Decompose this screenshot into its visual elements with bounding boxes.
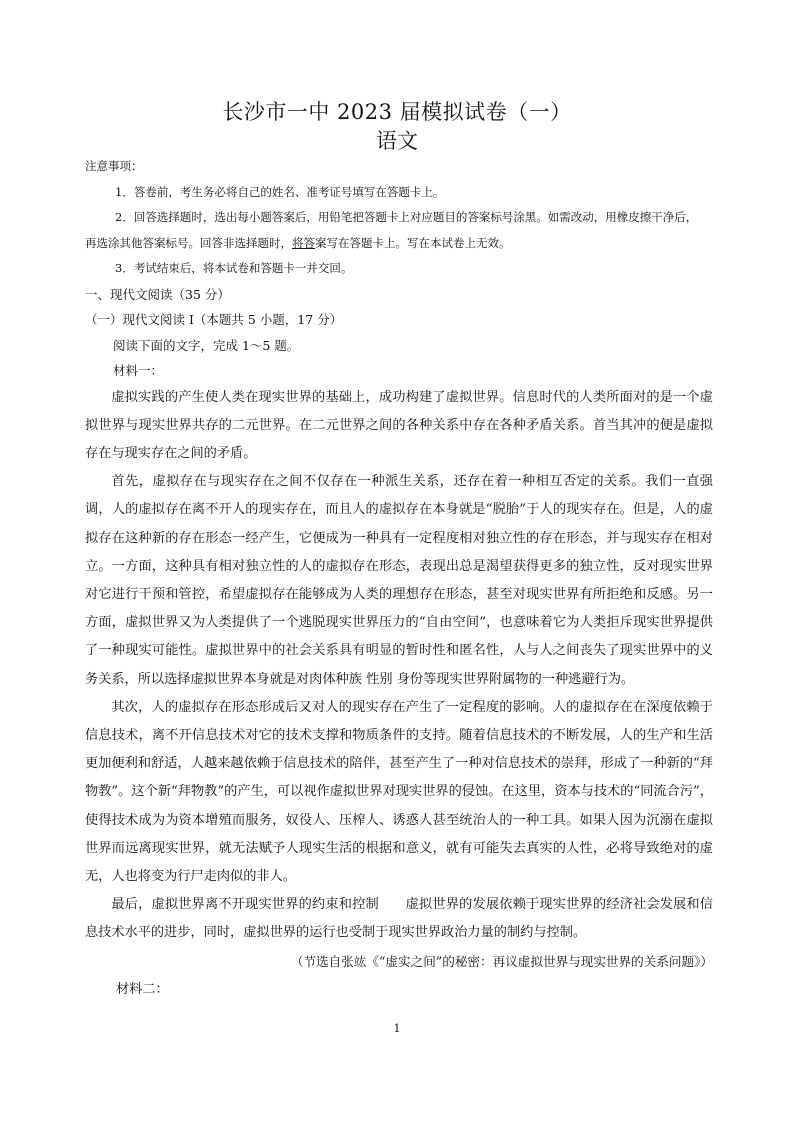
notes-block (85, 154, 713, 282)
note-item-3: 3．考试结束后，将本试卷和答题卡一并交回。 (115, 261, 353, 275)
note-item-2-part-b: 案写在答题卡上。写在本试卷上无效。 (315, 235, 511, 250)
note-item-2: 2．回答选择题时，选出每小题答案后，用铅笔把答题卡上对应题目的答案标号涂黑。如需改动，用橡皮擦干净后， (115, 210, 698, 224)
page-number: 1 (393, 1022, 401, 1035)
exam-title: 长沙市一中 2023 届模拟试卷（一） (222, 100, 572, 124)
paragraph-3: 其次，人的虚拟存在形态形成后又对人的现实存在产生了一定程度的影响。人的虚拟存在在深度依赖于信息技术，离不开信息技术对它的技术支撑和物质条件的支持。随着信息技术的不断发展，人的生产和生活更加便利和舒适，人越来越依赖于信息技术的陪伴，甚至产生了一种对信息技术的崇拜，形成了一种新的“拜物教”。这个新“拜物教”的产生，可以视作虚拟世界对现实世界的侵蚀。在这里，资本与技术的“同流合污”，使得技术成为为资本增殖而服务，奴役人、压榨人、诱惑人甚至统治人的一种工具。如果人因为沉溺在虚拟世界而远离现实世界，就无法赋予人现实生活的根据和意义，就有可能失去真实的人性，必将导致绝对的虚无，人也将变为行尸走肉似的非人。 (85, 699, 713, 884)
exam-subject: 语文 (376, 129, 418, 153)
note-item-2-underlined: 将答 (292, 235, 315, 250)
material-one-label: 材料一： (113, 363, 164, 378)
sub-section-heading: （一）现代文阅读 I（本题共 5 小题，17 分） (85, 312, 343, 327)
section-heading: 一、现代文阅读（35 分） (85, 286, 230, 302)
material-two-label: 材料二： (116, 981, 169, 997)
source-citation: （节选自张竑《“虚实之间”的秘密：再议虚拟世界与现实世界的关系问题》） (290, 953, 713, 969)
paragraph-4: 最后，虚拟世界离不开现实世界的约束和控制 虚拟世界的发展依赖于现实世界的经济社会发展和信息技术水平的进步，同时，虚拟世界的运行也受制于现实世界政治力量的制约与控制。 (85, 897, 713, 941)
note-item-1: 1．答卷前，考生务必将自己的姓名、准考证号填写在答题卡上。 (115, 184, 445, 199)
paragraph-2: 首先，虚拟存在与现实存在之间不仅存在一种派生关系，还存在着一种相互否定的关系。我们一直强调，人的虚拟存在离不开人的现实存在，而且人的虚拟存在本身就是“脱胎”于人的现实存在。但是，人的虚拟存在这种新的存在形态一经产生，它便成为一种具有一定程度相对独立性的存在形态，并与现实存在相对立。一方面，这种具有相对独立性的人的虚拟存在形态，表现出总是渴望获得更多的独立性，反对现实世界对它进行干预和管控，希望虚拟存在能够成为人类的理想存在形态，甚至对现实世界有所拒绝和反感。另一方面，虚拟世界又为人类提供了一个逃脱现实世界压力的“自由空间”，也意味着它为人类拒斥现实世界提供了一种现实可能性。虚拟世界中的社会关系具有明显的暂时性和匿名性，人与人之间丧失了现实世界中的义务关系，所以选择虚拟世界本身就是对肉体种族 性别 身份等现实世界附属物的一种逃避行为。 (85, 474, 713, 687)
note-item-2-part-a: 再选涂其他答案标号。回答非选择题时， (85, 235, 292, 250)
reading-instruction: 阅读下面的文字，完成 1～5 题。 (113, 337, 300, 353)
exam-content (85, 154, 713, 1004)
paragraph-1: 虚拟实践的产生使人类在现实世界的基础上，成功构建了虚拟世界。信息时代的人类所面对的是一个虚拟世界与现实世界共存的二元世界。在二元世界之间的各种关系中存在各种矛盾关系。首当其冲的便是虚拟存在与现实存在之间的矛盾。 (85, 389, 713, 461)
note-item-2-continued (85, 231, 713, 257)
notes-heading: 注意事项： (85, 159, 143, 173)
